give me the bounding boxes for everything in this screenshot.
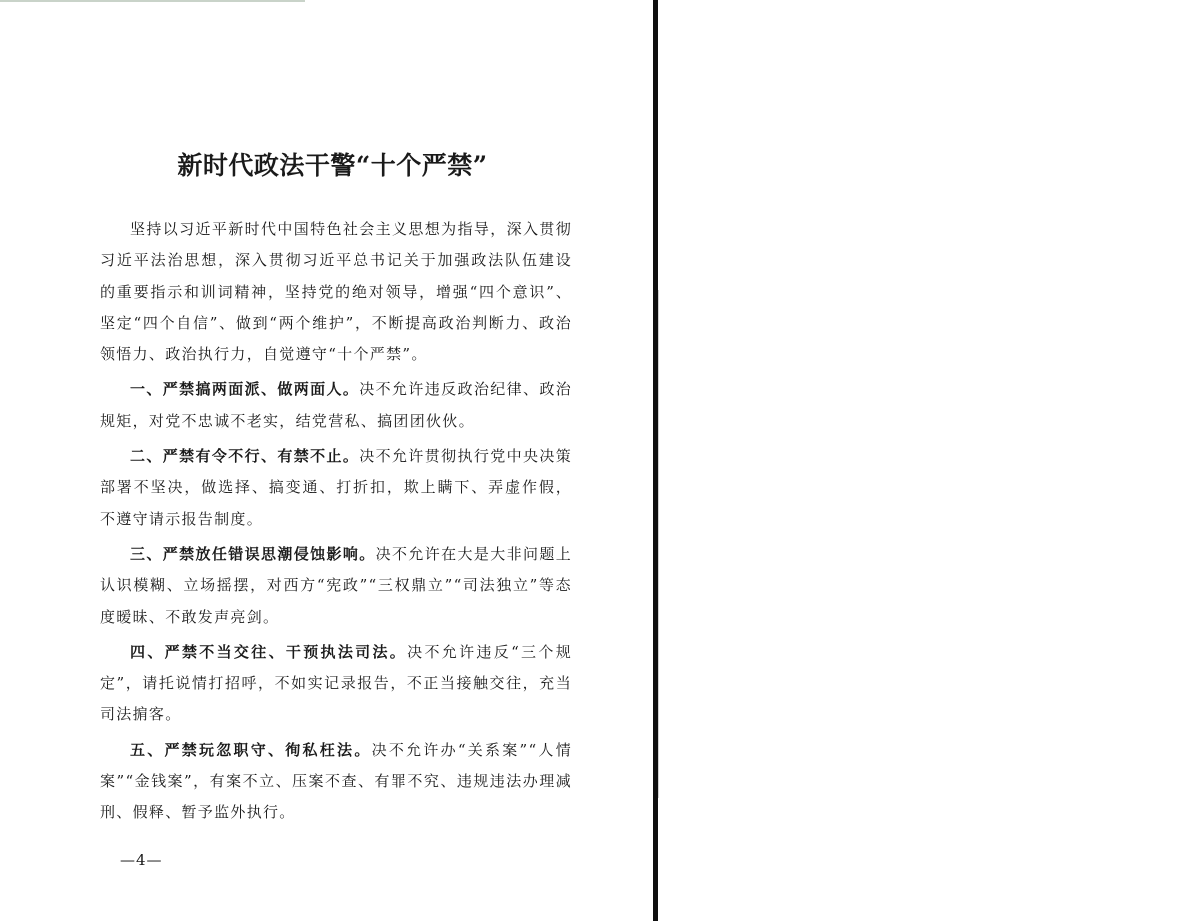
rule-text: 决不允许办“关系案”“人情案”“金钱案”，有案不立、压案不查、有罪不究、违规违法办理减刑、假释、暂予监外执行。 (100, 740, 572, 822)
rule-item (100, 374, 572, 437)
page-number: —4— (120, 851, 163, 869)
rule-heading: 一、严禁搞两面派、做两面人。 (130, 380, 360, 399)
rule-item (100, 637, 572, 731)
rule-heading: 四、严禁不当交往、干预执法司法。 (130, 642, 408, 661)
page-edge-shadow (658, 290, 659, 798)
rule-text: 决不允许在大是大非问题上认识模糊、立场摇摆，对西方“宪政”“三权鼎立”“司法独立”等态度暧昧、不敢发声亮剑。 (100, 544, 572, 626)
rule-heading: 三、严禁放任错误思潮侵蚀影响。 (130, 544, 376, 563)
rule-item (100, 539, 572, 633)
rule-text: 决不允许贯彻执行党中央决策部署不坚决，做选择、搞变通、打折扣，欺上瞒下、弄虚作假，不遵守请示报告制度。 (100, 447, 573, 528)
document-body (100, 214, 572, 833)
preamble-paragraph: 坚持以习近平新时代中国特色社会主义思想为指导，深入贯彻习近平法治思想，深入贯彻习近平总书记关于加强政法队伍建设的重要指示和训词精神，坚持党的绝对领导，增强“四个意识”、坚定“四个自信”、做到“两个维护”，不断提高政治判断力、政治领悟力、政治执行力，自觉遵守“十个严禁”。 (100, 220, 572, 364)
rule-item (100, 735, 572, 829)
document-title: 新时代政法干警“十个严禁” (177, 151, 488, 180)
rule-item (100, 441, 572, 535)
rule-text: 决不允许违反政治纪律、政治规矩，对党不忠诚不老实，结党营私、搞团团伙伙。 (100, 380, 573, 430)
rule-heading: 五、严禁玩忽职守、徇私枉法。 (130, 740, 372, 759)
rule-text: 决不允许违反“三个规定”，请托说情打招呼，不如实记录报告，不正当接触交往，充当司法掮客。 (100, 642, 572, 724)
rule-heading: 二、严禁有令不行、有禁不止。 (130, 447, 360, 466)
